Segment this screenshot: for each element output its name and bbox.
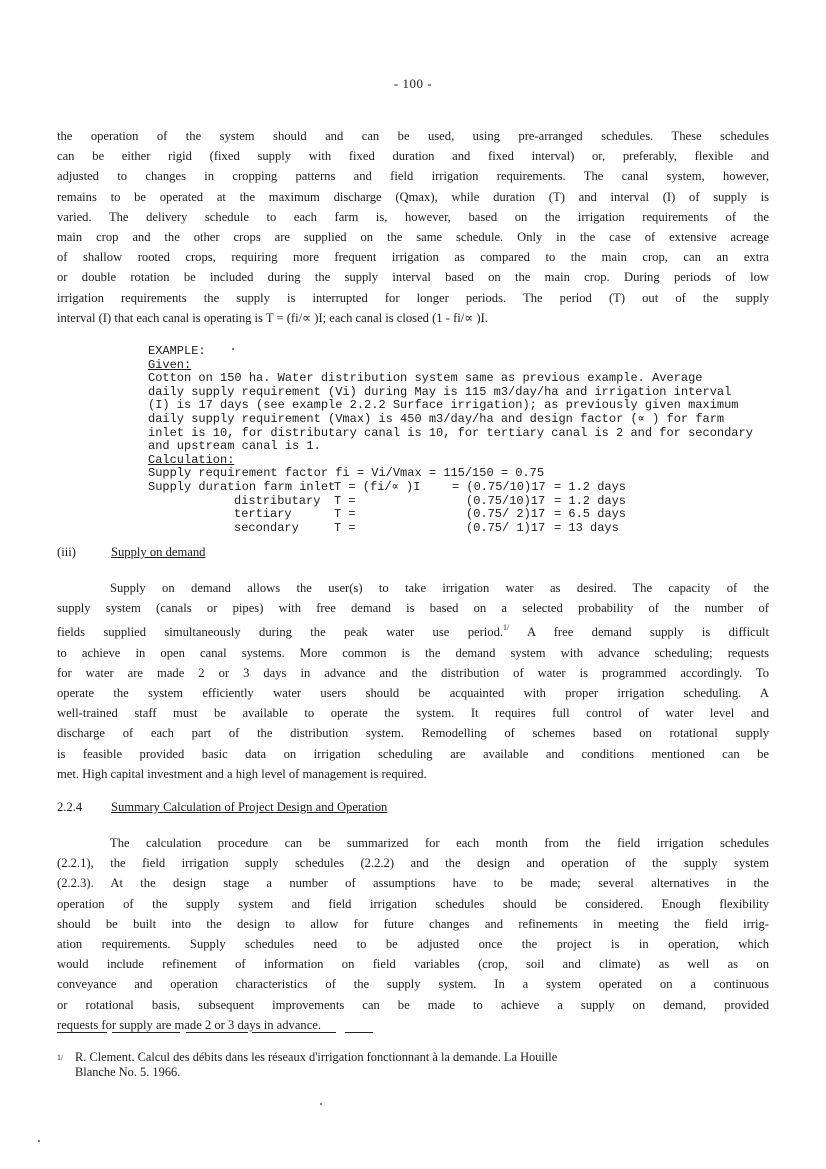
footnote-rule xyxy=(252,1032,336,1033)
text-line: Supply on demand allows the user(s) to take irrigation water as desired. The capacity of the xyxy=(110,581,769,595)
paragraph-supply-on-demand xyxy=(57,578,769,784)
text-line: for water are made 2 or 3 days in advance and the distribution of water is programmed accordingly. To xyxy=(57,665,769,680)
text-fragment: fields supplied simultaneously during the peak water use period. xyxy=(57,625,504,640)
text-line: operate the system efficiently water users should be acquainted with proper irrigation scheduling. A xyxy=(57,686,769,701)
text-line: well-trained staff must be available to operate the system. It requires full control of water level and xyxy=(57,706,769,721)
section-title: Summary Calculation of Project Design and Operation xyxy=(111,800,388,814)
calc-row xyxy=(148,508,728,522)
given-line: daily supply requirement (Vmax) is 450 m3/day/ha and design factor (∝ ) for farm xyxy=(148,411,725,426)
text-line: supply system (canals or pipes) with free demand is based on a selected probability of the number of xyxy=(57,601,769,616)
calc-row-label: distributary xyxy=(234,493,321,508)
text-line: met. High capital investment and a high level of management is required. xyxy=(57,766,427,781)
footnote-text: R. Clement. Calcul des débits dans les réseaux d'irrigation fonctionnant à la demande. La Houille xyxy=(75,1050,558,1064)
given-line: daily supply requirement (Vi) during May is 115 m3/day/ha and irrigation interval xyxy=(148,384,732,399)
footnote-rule xyxy=(186,1032,248,1033)
calc-row-expr: (0.75/10)17 xyxy=(466,493,546,508)
given-line: Cotton on 150 ha. Water distribution system same as previous example. Average xyxy=(148,371,703,386)
calc-factor-line: Supply requirement factor fi = Vi/Vmax = 115/150 = 0.75 xyxy=(148,466,545,481)
calc-row xyxy=(148,522,728,536)
calc-row-expr: = (0.75/10)17 xyxy=(452,479,546,494)
calc-row-label: secondary xyxy=(234,520,299,535)
footnote-text: Blanche No. 5. 1966. xyxy=(75,1065,181,1079)
text-line: should be built into the design to allow for future changes and refinements in meeting the field irrig- xyxy=(57,916,769,931)
section-heading-iii xyxy=(57,545,76,560)
footnote-marker: 1/ xyxy=(57,1053,64,1062)
calc-row-t: T = (fi/∝ )I xyxy=(334,479,421,494)
scan-speck xyxy=(320,1103,322,1105)
scan-speck xyxy=(232,348,234,350)
footnote xyxy=(57,1050,769,1080)
text-line: to achieve in open canal systems. More common is the demand system with advance scheduling; requests xyxy=(57,645,769,660)
text-line: ation requirements. Supply schedules need to be adjusted once the project is in operation, which xyxy=(57,937,769,952)
text-line: varied. The delivery schedule to each farm is, however, based on the irrigation requirements of the xyxy=(57,209,769,224)
footnote-rule xyxy=(345,1032,373,1033)
text-line: can be either rigid (fixed supply with fixed duration and fixed interval) or, preferably, flexible and xyxy=(57,149,769,164)
text-line: operation of the supply system and field irrigation schedules should be considered. Enough flexibility xyxy=(57,896,769,911)
text-line: main crop and the other crops are supplied on the same schedule. Only in the case of extensive acreage xyxy=(57,230,769,245)
paragraph-operation xyxy=(57,126,769,328)
text-line: requests for supply are made 2 or 3 days in advance. xyxy=(57,1017,322,1032)
given-line: inlet is 10, for distributary canal is 10, for tertiary canal is 2 and for secondary xyxy=(148,425,753,440)
text-line: (2.2.1), the field irrigation supply schedules (2.2.2) and the design and operation of the supply system xyxy=(57,856,769,871)
calc-row-t: T = xyxy=(334,493,356,508)
calc-row-label: Supply duration farm inlet xyxy=(148,479,336,494)
text-line: the operation of the system should and can be used, using pre-arranged schedules. These schedules xyxy=(57,129,769,143)
calc-row xyxy=(148,495,728,509)
text-line: irrigation requirements the supply is interrupted for longer periods. The period (T) out of the supply xyxy=(57,290,769,305)
footnote-rule xyxy=(57,1032,107,1033)
text-line: The calculation procedure can be summarized for each month from the field irrigation schedules xyxy=(110,836,769,850)
calc-row-t: T = xyxy=(334,520,356,535)
text-line: of shallow rooted crops, requiring more frequent irrigation as compared to the main crop, can an extra xyxy=(57,250,769,265)
calc-row-result: = 1.2 days xyxy=(554,479,627,494)
text-fragment: A free demand supply is difficult xyxy=(509,625,770,640)
section-number: 2.2.4 xyxy=(57,800,83,814)
scan-speck xyxy=(38,1140,40,1142)
text-line: discharge of each part of the distribution system. Remodelling of schemes based on rotational supply xyxy=(57,726,769,741)
calc-row-expr: (0.75/ 2)17 xyxy=(466,507,546,522)
given-line: and upstream canal is 1. xyxy=(148,439,321,454)
calc-row-expr: (0.75/ 1)17 xyxy=(466,520,546,535)
example-block xyxy=(148,344,753,535)
section-title: Supply on demand xyxy=(111,545,206,559)
calc-row-result: = 13 days xyxy=(554,520,619,535)
page-number: - 100 - xyxy=(393,76,433,91)
calc-row-t: T = xyxy=(334,507,356,522)
calculation-label: Calculation: xyxy=(148,452,235,467)
text-line: or rotational basis, subsequent improvements can be made to achieve a supply on demand, provided xyxy=(57,997,769,1012)
paragraph-summary-calculation xyxy=(57,833,769,1035)
footnote-line xyxy=(57,1050,769,1065)
given-label: Given: xyxy=(148,357,192,372)
text-line: remains to be operated at the maximum discharge (Qmax), while duration (T) and interval (I) of supply is xyxy=(57,189,769,204)
given-line: (I) is 17 days (see example 2.2.2 Surface irrigation); as previously given maximum xyxy=(148,398,739,413)
calc-row xyxy=(148,481,728,495)
calc-row-label: tertiary xyxy=(234,507,292,522)
text-line: adjusted to changes in cropping patterns and field irrigation requirements. The canal system, however, xyxy=(57,169,769,184)
text-line: interval (I) that each canal is operating is T = (fi/∝ )I; each canal is closed (1 - fi/∝ )I. xyxy=(57,310,488,325)
text-line xyxy=(57,618,769,642)
calc-row-result: = 6.5 days xyxy=(554,507,627,522)
footnote-rule xyxy=(112,1032,180,1033)
text-line: or double rotation be included during the supply interval based on the main crop. During periods of low xyxy=(57,270,769,285)
calc-row-result: = 1.2 days xyxy=(554,493,627,508)
text-line: is feasible provided basic data on irrigation scheduling are available and conditions mentioned can be xyxy=(57,746,769,761)
footnote-reference: 1/ xyxy=(503,623,510,633)
text-line: would include refinement of information on field variables (crop, soil and climate) as well as on xyxy=(57,957,769,972)
example-heading: EXAMPLE: xyxy=(148,344,206,358)
section-number: (iii) xyxy=(57,545,76,559)
text-line: (2.2.3). At the design stage a number of assumptions have to be made; several alternatives in the xyxy=(57,876,769,891)
text-line: conveyance and operation characteristics of the supply system. In a system operated on a continuous xyxy=(57,977,769,992)
